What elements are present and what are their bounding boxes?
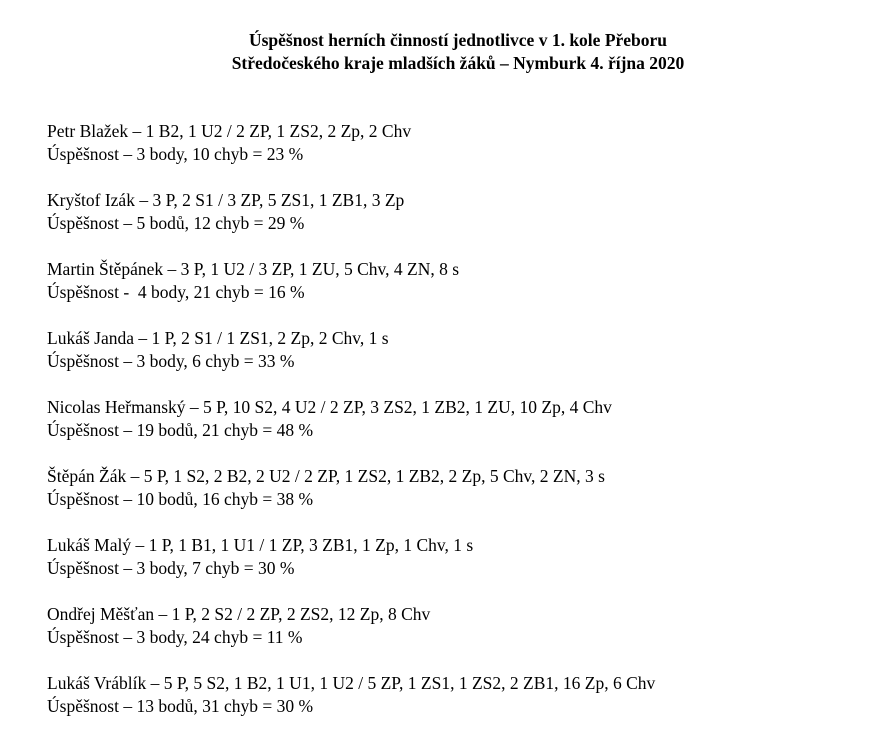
player-stats: Štěpán Žák – 5 P, 1 S2, 2 B2, 2 U2 / 2 ZP, 1 ZS2, 1 ZB2, 2 Zp, 5 Chv, 2 ZN, 3 s (47, 466, 605, 486)
player-stats: Lukáš Vráblík – 5 P, 5 S2, 1 B2, 1 U1, 1 U2 / 5 ZP, 1 ZS1, 1 ZS2, 2 ZB1, 16 Zp, 6 Chv (47, 673, 656, 693)
player-entry (47, 258, 877, 327)
player-stats: Martin Štěpánek – 3 P, 1 U2 / 3 ZP, 1 ZU, 5 Chv, 4 ZN, 8 s (47, 259, 460, 279)
player-result: Úspěšnost – 10 bodů, 16 chyb = 38 % (47, 489, 314, 509)
player-result: Úspěšnost – 3 body, 6 chyb = 33 % (47, 351, 295, 371)
player-entry (47, 189, 877, 258)
player-stats: Lukáš Janda – 1 P, 2 S1 / 1 ZS1, 2 Zp, 2 Chv, 1 s (47, 328, 389, 348)
player-entry (47, 534, 877, 603)
player-entry (47, 603, 877, 672)
player-result: Úspěšnost – 13 bodů, 31 chyb = 30 % (47, 696, 314, 716)
player-entry (47, 396, 877, 465)
player-result: Úspěšnost – 3 body, 10 chyb = 23 % (47, 144, 304, 164)
player-stats: Ondřej Měšťan – 1 P, 2 S2 / 2 ZP, 2 ZS2, 12 Zp, 8 Chv (47, 604, 431, 624)
title-line-1: Úspěšnost herních činností jednotlivce v 1. kole Přeboru (248, 30, 668, 50)
title-line-2: Středočeského kraje mladších žáků – Nymburk 4. října 2020 (231, 53, 685, 73)
player-entry (47, 465, 877, 534)
player-entry (47, 672, 877, 741)
player-stats: Kryštof Izák – 3 P, 2 S1 / 3 ZP, 5 ZS1, 1 ZB1, 3 Zp (47, 190, 405, 210)
player-stats: Petr Blažek – 1 B2, 1 U2 / 2 ZP, 1 ZS2, 2 Zp, 2 Chv (47, 121, 412, 141)
player-result: Úspěšnost - 4 body, 21 chyb = 16 % (47, 282, 305, 302)
player-entry (47, 120, 877, 189)
player-stats: Lukáš Malý – 1 P, 1 B1, 1 U1 / 1 ZP, 3 ZB1, 1 Zp, 1 Chv, 1 s (47, 535, 474, 555)
player-result: Úspěšnost – 3 body, 7 chyb = 30 % (47, 558, 295, 578)
player-result: Úspěšnost – 19 bodů, 21 chyb = 48 % (47, 420, 314, 440)
player-list (47, 120, 877, 741)
document-title (0, 29, 890, 75)
player-stats: Nicolas Heřmanský – 5 P, 10 S2, 4 U2 / 2 ZP, 3 ZS2, 1 ZB2, 1 ZU, 10 Zp, 4 Chv (47, 397, 612, 417)
player-result: Úspěšnost – 5 bodů, 12 chyb = 29 % (47, 213, 305, 233)
player-entry (47, 327, 877, 396)
player-result: Úspěšnost – 3 body, 24 chyb = 11 % (47, 627, 303, 647)
